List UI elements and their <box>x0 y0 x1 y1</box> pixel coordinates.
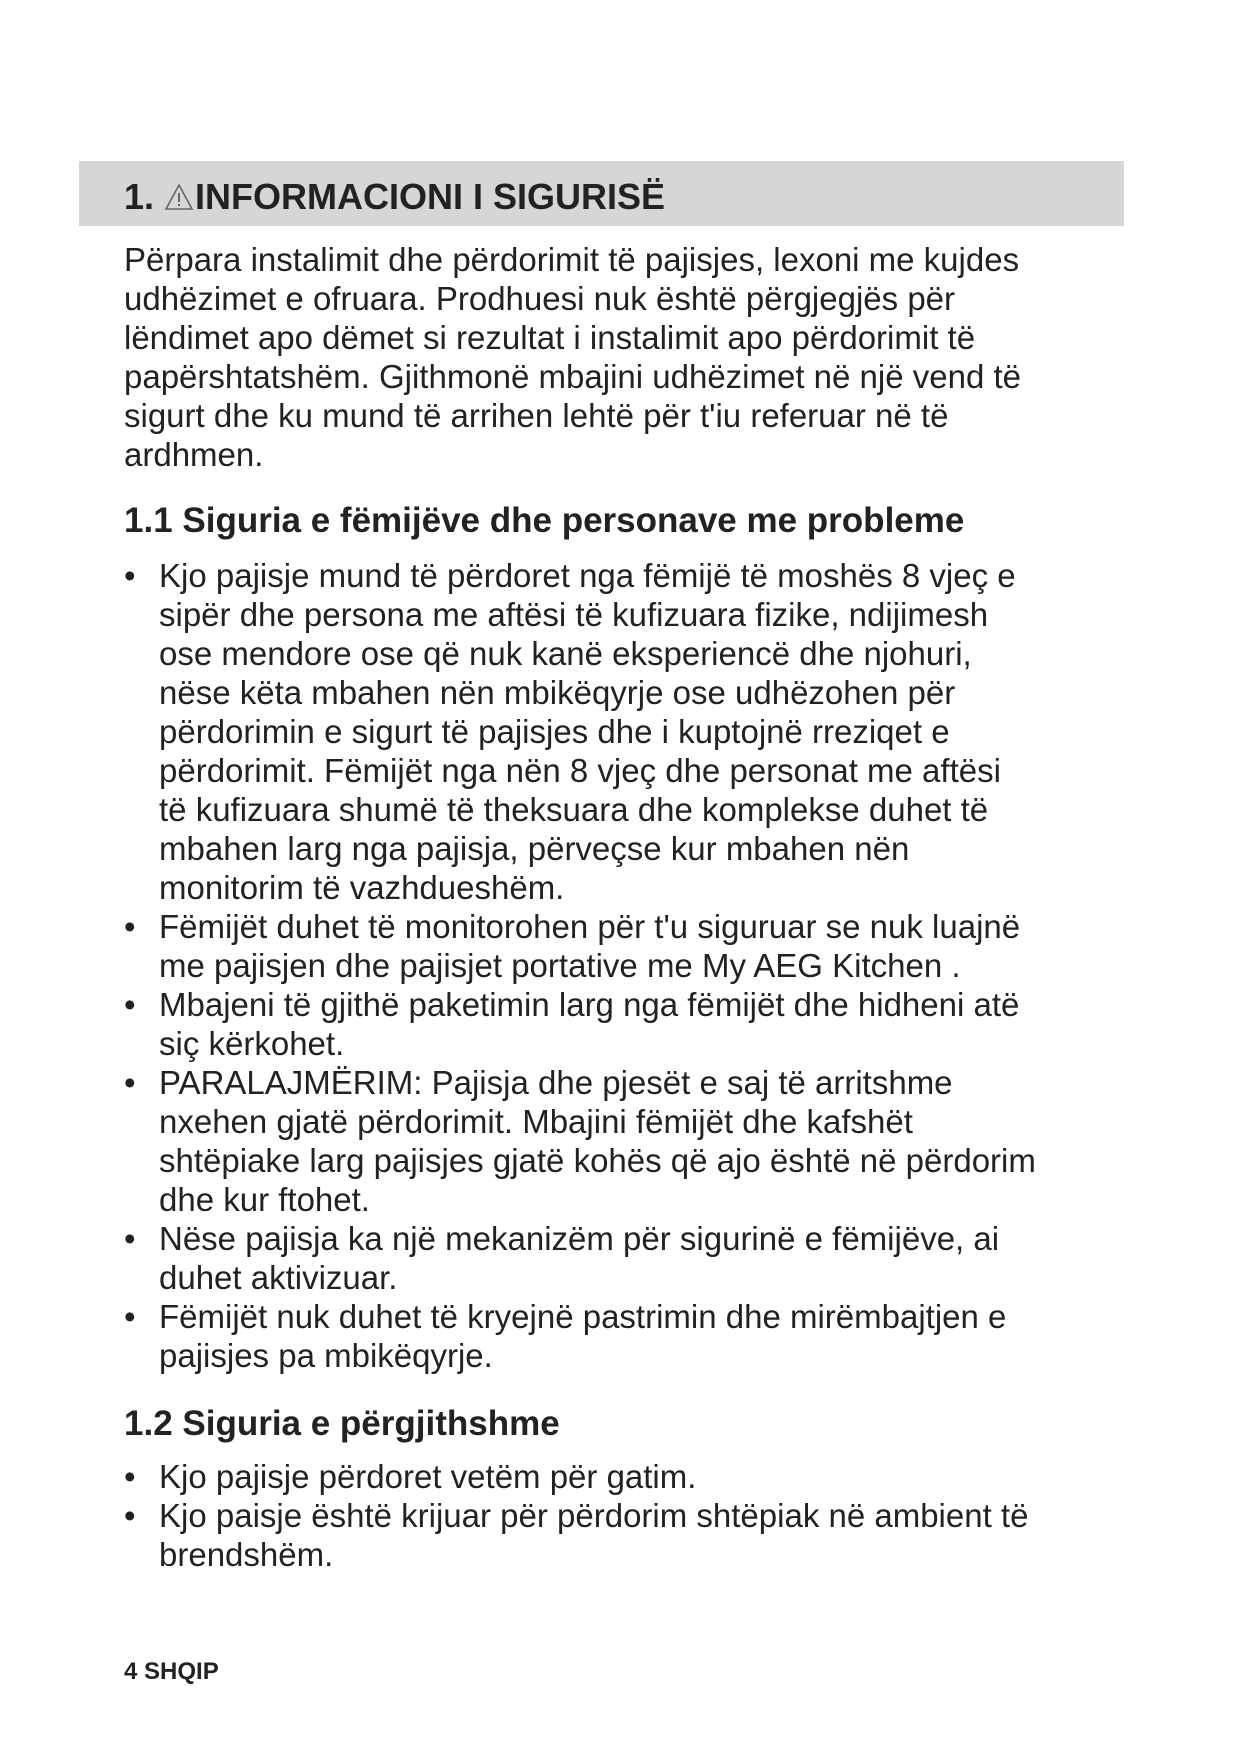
bullet: • <box>124 1497 136 1534</box>
bullet: • <box>124 986 136 1023</box>
list-item-text: PARALAJMËRIM: Pajisja dhe pjesët e saj të arritshme nxehen gjatë përdorimit. Mbajini fëmijët dhe kafshët shtëpiake larg pajisjes gjatë kohës që ajo është në përdorim dhe kur ftohet. <box>159 1064 1036 1218</box>
general-safety-list <box>124 1457 1134 1574</box>
list-item-text: Fëmijët nuk duhet të kryejnë pastrimin dhe mirëmbajtjen e pajisjes pa mbikëqyrje. <box>159 1298 1007 1374</box>
bullet: • <box>124 1220 136 1257</box>
section-number: 1. <box>124 176 155 217</box>
bullet: • <box>124 1458 136 1495</box>
list-item-text: Kjo pajisje përdoret vetëm për gatim. <box>159 1458 697 1495</box>
list-item-text: Kjo pajisje mund të përdoret nga fëmijë të moshës 8 vjeç e sipër dhe persona me aftësi të kufizuara fizike, ndijimesh ose mendore ose që nuk kanë eksperiencë dhe njohuri, nëse këta mbahen nën mbikëqyrje ose udhëzohen për përdorimin e sigurt të pajisjes dhe i kuptojnë rreziqet e përdorimit. Fëmijët nga nën 8 vjeç dhe personat me aftësi të kufizuara shumë të theksuara dhe komplekse duhet të mbahen larg nga pajisja, përveçse kur mbahen nën monitorim të vazhdueshëm. <box>159 557 1016 906</box>
list-item-text: Kjo paisje është krijuar për përdorim shtëpiak në ambient të brendshëm. <box>159 1497 1029 1573</box>
bullet: • <box>124 908 136 945</box>
list-item <box>124 985 1134 1063</box>
subsection-title-general-safety: 1.2 Siguria e përgjithshme <box>124 1404 560 1443</box>
warning-icon <box>164 183 194 211</box>
list-item <box>124 556 1134 907</box>
intro-paragraph: Përpara instalimit dhe përdorimit të pajisjes, lexoni me kujdes udhëzimet e ofruara. Prodhuesi nuk është përgjegjës për lëndimet apo dëmet si rezultat i instalimit apo përdorimit të papërshtatshëm. Gjithmonë mbajini udhëzimet në një vend të sigurt dhe ku mund të arrihen lehtë për t'iu referuar në të ardhmen. <box>124 241 1022 473</box>
list-item <box>124 1063 1134 1219</box>
list-item-text: Nëse pajisja ka një mekanizëm për sigurinë e fëmijëve, ai duhet aktivizuar. <box>159 1220 1000 1296</box>
section-title <box>124 176 665 218</box>
child-safety-list <box>124 556 1134 1375</box>
list-item-text: Fëmijët duhet të monitorohen për t'u siguruar se nuk luajnë me pajisjen dhe pajisjet portative me My AEG Kitchen . <box>159 908 1021 984</box>
bullet: • <box>124 1064 136 1101</box>
page-footer: 4 SHQIP <box>124 1658 219 1685</box>
section-title-text: INFORMACIONI I SIGURISË <box>195 176 666 217</box>
list-item <box>124 1297 1134 1375</box>
list-item <box>124 1496 1134 1574</box>
list-item <box>124 1457 1134 1496</box>
bullet: • <box>124 557 136 594</box>
bullet: • <box>124 1298 136 1335</box>
list-item <box>124 907 1134 985</box>
subsection-title-child-safety: 1.1 Siguria e fëmijëve dhe personave me probleme <box>124 501 965 540</box>
list-item-text: Mbajeni të gjithë paketimin larg nga fëmijët dhe hidheni atë siç kërkohet. <box>159 986 1020 1062</box>
list-item <box>124 1219 1134 1297</box>
